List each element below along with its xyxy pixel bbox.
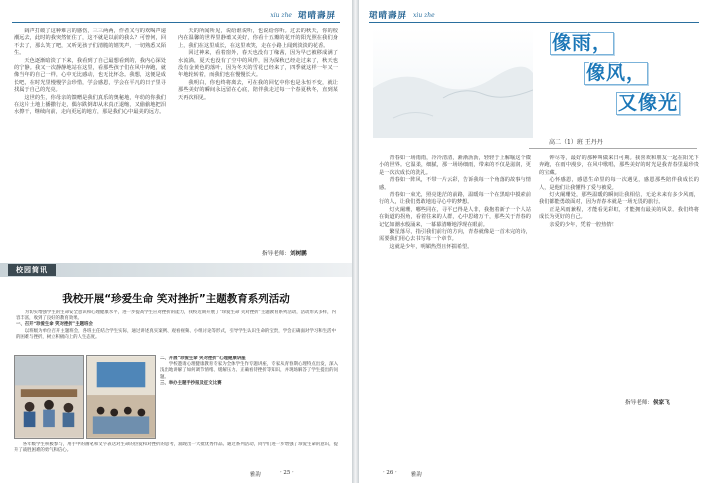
article-title [542, 30, 707, 120]
paragraph: 各年级学生积极参与，用手中的画笔和文字表达对生命的热爱和对挫折的思考，涌现出一大批优秀作品。通过系列活动，同学们进一步增强了珍爱生命的意识，提升了战胜困难的勇气和信心。 [14, 442, 338, 454]
paragraph: 天色逐渐暗淡了下来，我看到了自己最想看到的，我内心深处的宁静。我又一次静静地站在这里，看那些孩子们在风中奔跑，就像当年的自己一样，心中无比感动，也无比怀念。我想，这便是成长吧，在时光里慢慢学会珍惜，学会感恩，学会在平凡的日子里寻找属于自己的光亮。 [14, 57, 166, 94]
news-conclusion [14, 442, 338, 464]
paragraph: 青春如一束光，照亮迷茫的前路，温暖每一个在黑暗中摸索前行的人，让我们勇敢地追寻心中的梦想。 [379, 192, 531, 206]
right-page [359, 0, 711, 483]
subheading: 三、举办主题手抄报及征文比赛 [160, 380, 222, 386]
paragraph: 亲爱的少年，凭着一腔热情！ [549, 221, 617, 228]
title-line-2: 像风， [586, 62, 647, 84]
page-gutter [352, 0, 359, 483]
paragraph: 这就是少年，明媚热烈且怀揣希望。 [389, 243, 473, 250]
paragraph: 为切实增强学生的生命安全意识和心理健康水平，进一步提高学生应对挫折的能力，我校近期开展了“珍爱生命 笑对挫折”主题教育系列活动，活动形式多样，内容丰富，收到了良好的教育效果。 [16, 310, 336, 322]
right-page-column-1 [379, 155, 531, 460]
teacher-label: 指导老师： [625, 400, 653, 406]
paragraph: 青春如一场雨雨，冷冷清清，淅淅沥沥，轻轻于上解喻这个微小的世界。它温柔，细腻，那一场场细雨，带来的不仅是滋润，更是一次次成长的洗礼。 [379, 155, 531, 176]
paragraph: 灯火阑珊，哪些同在，寻平已得是人非，我抱着新子一个人站在街道的拐角，看着往来的人群，心中思绪万千，那些关于青春的记忆如潮水般涌来，一幕幕清晰地浮现在眼前。 [379, 206, 531, 228]
teacher-credit [262, 249, 307, 257]
teacher-name: 刘树鹏 [289, 251, 307, 257]
decorative-landscape-art [373, 28, 533, 138]
paragraph: 灯火阑珊处，那些温暖的瞬间让我相信，无论未来有多少风雨，我们都能勇敢面对，因为青春本就是一场无畏的旅行。 [539, 192, 699, 206]
header-brand: 珺晴壽屏 [297, 11, 336, 21]
header-rule [12, 22, 340, 23]
paragraph: 钟尽等，最好的那种叫做来日可期。我喜欢和朋友一起在阳光下奔跑，在雨中漫步，在风中歌唱，那些美好的时光是我青春里最珍贵的宝藏。 [539, 155, 699, 176]
teacher-name: 侯家飞 [652, 400, 670, 406]
paragraph: 青春如一阵风，不带一片云彩，告诉我每一个角落的故事与情感。 [379, 177, 531, 191]
paragraph: 繁星落尽，指引我们前行的方向，青春就像是一首未完的诗，需要我们用心去书写每一个章节。 [379, 229, 531, 243]
paragraph: 以班级为单位召开主题班会，各班主任结合学生实际，通过讲述真实案例、观看视频、小组讨论等形式，引导学生认识生命的宝贵，学会正确面对学习和生活中的困难与挫折，树立积极向上的人生态度。 [16, 328, 336, 340]
title-line-1: 像雨， [552, 32, 613, 54]
title-line-3: 又像光 [618, 92, 679, 114]
paragraph: 天的所闻所见，说给谁说听，也说给你听。过去的秋天，你的校内在温馨的世界里静谧又美好，你看十五瓣的花开的阳光照在我们身上，我们在这里成长，在这里欢笑，走在小路上闻到淡淡的花香。 [178, 28, 338, 49]
news-photo-lecture [86, 355, 156, 439]
news-title: 我校开展“珍爱生命 笑对挫折”主题教育系列活动 [62, 293, 290, 305]
header-brand: 珺晴壽屏 [369, 11, 408, 21]
article-byline: 高二（1）班 王丹丹 [549, 139, 603, 146]
paragraph: 心怀感恩，感恩生命里的每一次遇见，感恩那些陪伴我成长的人，是他们让我懂得了爱与被爱。 [539, 177, 699, 191]
news-intro [16, 310, 336, 354]
left-page [0, 0, 352, 483]
footer-logo: 雅韵 [250, 472, 261, 478]
paragraph: 正是风雨兼程，才能看见彩虹，才能拥有最美的风景。我们终将成长为更好的自己。 [539, 206, 699, 221]
paragraph: 我明白，你也终将离去，可在我的回忆中你也是永恒不变，就让那些美好的瞬间永远留在心底，陪伴我走过每一个春夏秋冬，直到某天再次相见。 [178, 79, 338, 101]
news-body [160, 356, 338, 440]
page-number: · 25 · [280, 470, 294, 476]
news-photo-classroom-1 [14, 355, 84, 439]
left-page-column-1 [14, 28, 166, 256]
left-page-column-2 [178, 28, 338, 246]
teacher-label: 指导老师： [262, 251, 290, 257]
left-page-header [270, 8, 336, 22]
teacher-credit [625, 398, 670, 406]
right-page-header [369, 8, 435, 22]
right-page-column-2 [539, 155, 699, 393]
paragraph: 这世的生，你母亲的馈赠是我们真乐的奥秘地，年幼的你我们在这片土地上播撒行走，偶尔跌倒却从未真正退缩，又偷偷地把泪水擦干，继续向前，走向更远的地方，那是我们心中最美的远方。 [14, 94, 166, 116]
section-banner [0, 263, 352, 277]
footer-logo: 雅韵 [411, 472, 422, 478]
header-pinyin: xiu zhe [270, 11, 292, 19]
subheading: 一、召开“珍爱生命 笑对挫折”主题班会 [16, 322, 93, 328]
section-label: 校园简讯 [8, 264, 56, 276]
header-rule [369, 22, 699, 23]
page-number: · 26 · [383, 470, 397, 476]
subheading: 二、开展“珍爱生命 笑对挫折”心理健康讲座 [160, 356, 246, 361]
paragraph: 学校邀请心理健康教育专家为全体学生作专题讲座，专家从青春期心理特点出发，深入浅出地讲解了如何调节情绪、缓解压力、正确看待挫折等知识，并现场解答了学生提出的问题。 [160, 362, 338, 380]
byline-rule [529, 148, 697, 149]
paragraph: 回过神来，看着窗外，春天也没有丁缘茜，因为早已被移成满了水流淌，夏天也没有了空中的风伴，因为深秋已经走过来了，秋天也没有金黄色的落叶，因为冬天的雪花已经来了，四季就这样一年又一年地轮转着，而我们也在慢慢长大。 [178, 50, 338, 79]
paragraph: 阔声打破了这种难言的感伤，三三两两，作者又与的欢喝声递潮远去，此时的我突然怔住了，这不就是以前的我么？可曾何，回不去了，那么笑了吧，又听见孩子们清脆的嬉笑声，一切熟悉又陌生。 [14, 28, 166, 57]
header-pinyin: xiu zhe [413, 11, 435, 19]
